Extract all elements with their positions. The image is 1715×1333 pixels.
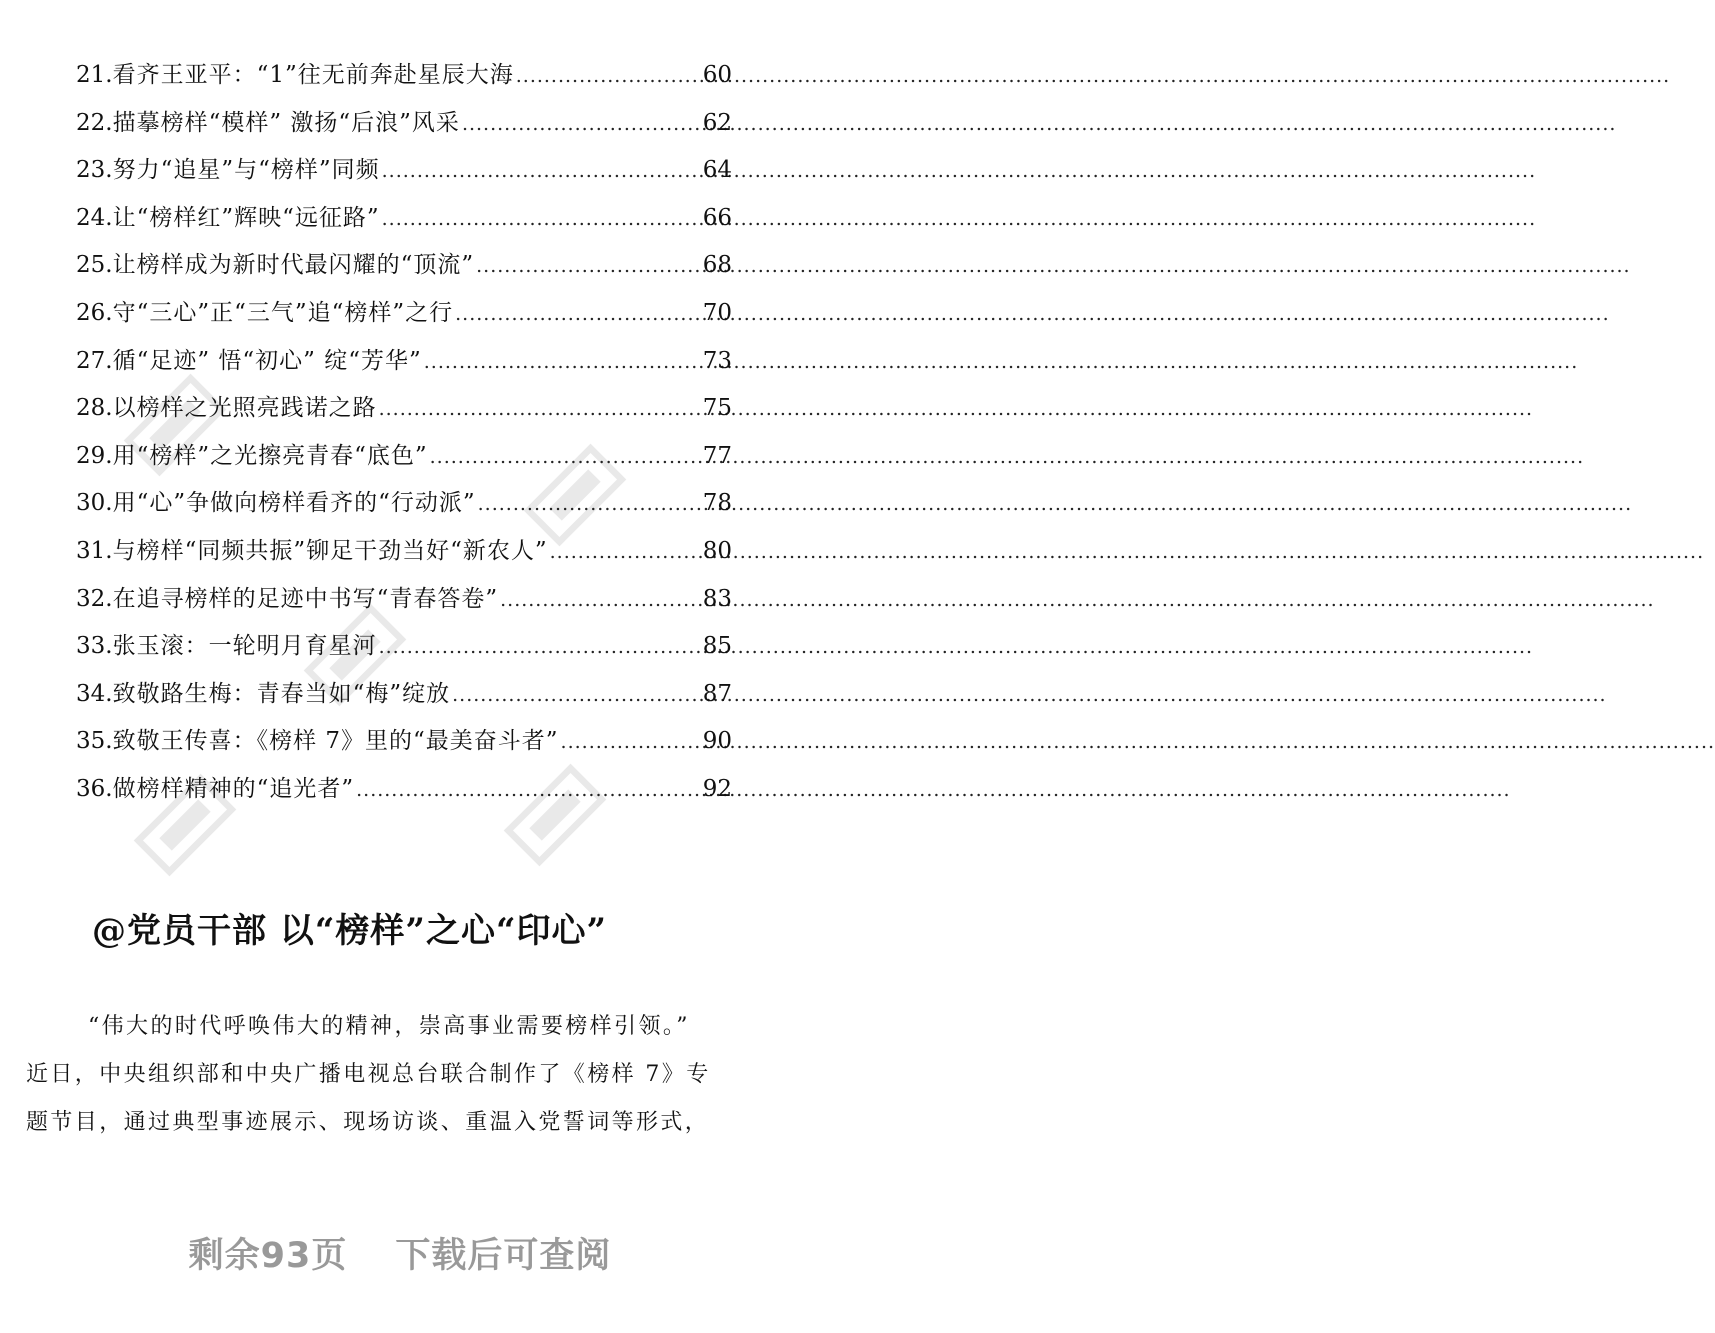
toc-entry-title: 守“三心”正“三气”追“榜样”之行 <box>112 299 454 326</box>
toc-entry[interactable] <box>76 576 732 624</box>
toc-entry[interactable] <box>76 385 732 433</box>
toc-entry-page: 62 <box>702 109 732 136</box>
toc-entry[interactable] <box>76 718 732 766</box>
toc-entry[interactable] <box>76 195 732 243</box>
toc-entry-title: 用“心”争做向榜样看齐的“行动派” <box>112 490 476 517</box>
toc-entry[interactable] <box>76 766 732 814</box>
toc-entry-title: 以榜样之光照亮践诺之路 <box>112 395 377 422</box>
download-prompt[interactable] <box>0 1228 800 1278</box>
toc-entry-number: 25. <box>76 252 113 279</box>
toc-entry-title: 在追寻榜样的足迹中书写“青春答卷” <box>112 585 499 612</box>
toc-entry-title: 致敬路生梅：青春当如“梅”绽放 <box>112 680 451 707</box>
article-heading: @党员干部 以“榜样”之心“印心” <box>92 911 608 951</box>
toc-leader-dots <box>382 148 701 196</box>
toc-entry-page: 64 <box>702 157 732 184</box>
toc-entry-number: 36. <box>76 775 113 802</box>
toc-entry-page: 78 <box>702 490 732 517</box>
toc-entry[interactable] <box>76 623 732 671</box>
toc-entry-number: 24. <box>76 204 113 231</box>
toc-entry-number: 34. <box>76 680 113 707</box>
toc-entry-page: 66 <box>702 204 732 231</box>
toc-leader-dots <box>430 434 701 482</box>
toc-entry-number: 28. <box>76 395 113 422</box>
toc-entry-page: 73 <box>702 347 732 374</box>
toc-leader-dots <box>462 101 701 149</box>
toc-entry-page: 92 <box>702 775 732 802</box>
toc-entry[interactable] <box>76 52 732 100</box>
remaining-pages-text: 剩余93页 <box>188 1236 348 1276</box>
toc-leader-dots <box>382 196 701 244</box>
toc-entry[interactable] <box>76 290 732 338</box>
toc-leader-dots <box>550 529 701 577</box>
toc-entry-title: 张玉滚：一轮明月育星河 <box>112 633 377 660</box>
toc-entry-title: 与榜样“同频共振”铆足干劲当好“新农人” <box>112 537 548 564</box>
toc-entry-page: 83 <box>702 585 732 612</box>
toc-leader-dots <box>476 243 701 291</box>
toc-entry[interactable] <box>76 480 732 528</box>
toc-entry-title: 让“榜样红”辉映“远征路” <box>112 204 380 231</box>
toc-entry-title: 让榜样成为新时代最闪耀的“顶流” <box>112 252 475 279</box>
toc-entry-page: 85 <box>702 633 732 660</box>
body-line: 题节目，通过典型事迹展示、现场访谈、重温入党誓词等形式， <box>26 1110 710 1135</box>
toc-entry[interactable] <box>76 242 732 290</box>
toc-entry-title: 描摹榜样“模样” 激扬“后浪”风采 <box>112 109 460 136</box>
toc-entry-page: 70 <box>702 299 732 326</box>
toc-entry-number: 23. <box>76 157 113 184</box>
toc-leader-dots <box>379 624 701 672</box>
toc-leader-dots <box>424 339 701 387</box>
body-line: 近日，中央组织部和中央广播电视总台联合制作了《榜样 7》专 <box>26 1062 711 1087</box>
toc-entry-page: 77 <box>702 442 732 469</box>
table-of-contents <box>76 52 732 814</box>
toc-entry[interactable] <box>76 147 732 195</box>
toc-entry[interactable] <box>76 528 732 576</box>
toc-entry-page: 90 <box>702 728 732 755</box>
toc-entry[interactable] <box>76 433 732 481</box>
toc-leader-dots <box>516 53 701 101</box>
toc-entry-page: 75 <box>702 395 732 422</box>
toc-entry-title: 看齐王亚平：“1”往无前奔赴星辰大海 <box>112 62 514 88</box>
toc-entry[interactable] <box>76 100 732 148</box>
article-body <box>26 1003 778 1147</box>
toc-leader-dots <box>452 672 701 720</box>
toc-entry-number: 26. <box>76 299 113 326</box>
toc-entry-number: 21. <box>76 62 113 88</box>
toc-entry-title: 致敬王传喜：《榜样 7》里的“最美奋斗者” <box>112 728 559 755</box>
download-hint-text: 下载后可查阅 <box>395 1236 612 1276</box>
body-line: “伟大的时代呼唤伟大的精神，崇高事业需要榜样引领。” <box>88 1014 690 1039</box>
toc-leader-dots <box>478 481 701 529</box>
toc-entry-title: 循“足迹” 悟“初心” 绽“芳华” <box>112 347 422 374</box>
toc-entry-page: 68 <box>702 252 732 279</box>
toc-entry-number: 32. <box>76 585 113 612</box>
toc-entry-title: 做榜样精神的“追光者” <box>112 775 355 802</box>
toc-entry-page: 60 <box>702 62 732 88</box>
toc-leader-dots <box>500 577 701 625</box>
toc-entry-number: 33. <box>76 633 113 660</box>
toc-entry-number: 35. <box>76 728 113 755</box>
toc-entry[interactable] <box>76 338 732 386</box>
toc-leader-dots <box>379 386 701 434</box>
toc-entry-number: 27. <box>76 347 113 374</box>
toc-entry-number: 29. <box>76 442 113 469</box>
toc-entry-page: 80 <box>702 537 732 564</box>
toc-entry-number: 31. <box>76 537 113 564</box>
toc-leader-dots <box>356 767 701 815</box>
toc-leader-dots <box>455 291 701 339</box>
toc-entry-page: 87 <box>702 680 732 707</box>
toc-entry-number: 30. <box>76 490 113 517</box>
toc-entry-title: 用“榜样”之光擦亮青春“底色” <box>112 442 428 469</box>
toc-leader-dots <box>561 719 701 767</box>
toc-entry-title: 努力“追星”与“榜样”同频 <box>112 157 380 184</box>
toc-entry[interactable] <box>76 671 732 719</box>
toc-entry-number: 22. <box>76 109 113 136</box>
